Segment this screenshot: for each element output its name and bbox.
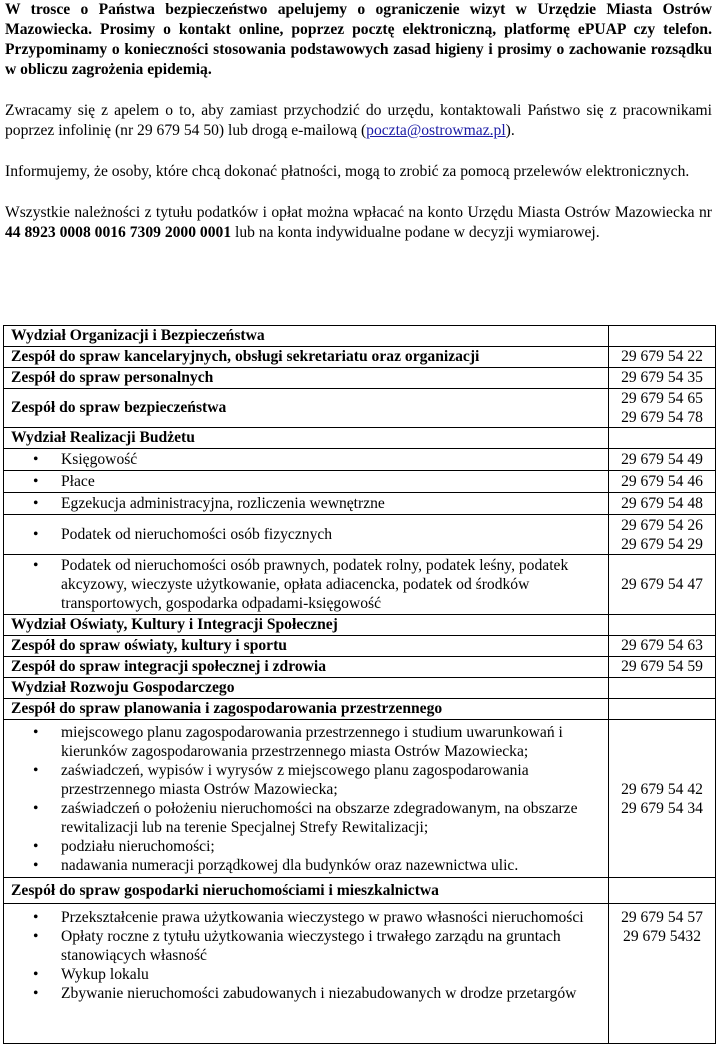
list-item: • zaświadczeń o położeniu nieruchomości na obszarze zdegradowanym, na obszarze rewitalizacji lub na terenie Specjalnej Strefy Rewitalizacji; [11, 799, 601, 837]
intro-paragraph-2 [5, 101, 712, 141]
phone-number: 29 679 54 22 [609, 347, 716, 368]
list-item: • Księgowość [11, 450, 601, 470]
account-text-end: lub na konta indywidualne podane w decyzji wymiarowej. [231, 224, 600, 241]
phone-number: 29 679 54 47 [609, 555, 716, 615]
service-cell [4, 493, 609, 515]
document-body [5, 0, 712, 243]
table-row [4, 471, 716, 493]
phone-cell [609, 428, 716, 449]
team-name: Zespół do spraw planowania i zagospodarowania przestrzennego [4, 699, 609, 720]
phone-cell [609, 615, 716, 636]
list-item: • podziału nieruchomości; [11, 837, 601, 856]
table-row [4, 493, 716, 515]
list-item: • zaświadczeń, wypisów i wyrysów z miejscowego planu zagospodarowania przestrzennego miasta Ostrów Mazowiecka; [11, 761, 601, 799]
phone-number: 29 679 54 46 [609, 471, 716, 493]
list-item: • Wykup lokalu [11, 965, 601, 984]
team-name: Zespół do spraw kancelaryjnych, obsługi sekretariatu oraz organizacji [4, 347, 609, 368]
service-cell [4, 515, 609, 555]
phone-numbers [609, 720, 716, 878]
phone-number: 29 679 54 48 [609, 493, 716, 515]
team-name: Zespół do spraw bezpieczeństwa [4, 389, 609, 428]
team-name: Zespół do spraw oświaty, kultury i sportu [4, 636, 609, 657]
list-item: • miejscowego planu zagospodarowania przestrzennego i studium uwarunkowań i kierunków zagospodarowania przestrzennego miasta Ostrów Mazowiecka; [11, 723, 601, 761]
table-row [4, 904, 716, 1044]
service-cell [4, 720, 609, 878]
table-row [4, 428, 716, 449]
phone-number: 29 679 54 57 [621, 909, 703, 926]
table-row [4, 449, 716, 471]
table-row [4, 878, 716, 904]
department-header: Wydział Organizacji i Bezpieczeństwa [4, 326, 609, 347]
intro-paragraph-4 [5, 203, 712, 243]
phone-number: 29 679 54 35 [609, 368, 716, 389]
contact-table [3, 325, 716, 1044]
infoline-text: Zwracamy się z apelem o to, aby zamiast przychodzić do urzędu, kontaktowali Państwo się z pracownikami poprzez infolinię (nr 29 679 54 50) lub drogą e-mailową ( [5, 102, 712, 139]
phone-cell [609, 699, 716, 720]
service-cell [4, 449, 609, 471]
phone-number: 29 679 54 65 [621, 390, 703, 407]
phone-number: 29 679 54 34 [621, 799, 703, 817]
list-item: • Egzekucja administracyjna, rozliczenia wewnętrzne [11, 494, 601, 514]
phone-numbers [609, 515, 716, 555]
department-header: Wydział Realizacji Budżetu [4, 428, 609, 449]
phone-numbers [609, 389, 716, 428]
phone-number: 29 679 54 59 [609, 657, 716, 678]
intro-paragraph-2-end: ). [505, 122, 515, 139]
list-item: • Zbywanie nieruchomości zabudowanych i niezabudowanych w drodze przetargów [11, 984, 601, 1003]
phone-number: 29 679 54 29 [621, 535, 703, 553]
table-row [4, 555, 716, 615]
phone-cell [609, 326, 716, 347]
phone-numbers [609, 904, 716, 1044]
phone-number: 29 679 54 78 [621, 409, 703, 426]
table-row [4, 368, 716, 389]
list-item: • Opłaty roczne z tytułu użytkowania wieczystego i trwałego zarządu na gruntach stanowiących własność [11, 927, 601, 965]
department-header: Wydział Rozwoju Gospodarczego [4, 678, 609, 699]
list-item: • Płace [11, 472, 601, 492]
phone-cell [609, 878, 716, 904]
table-row [4, 515, 716, 555]
phone-cell [609, 678, 716, 699]
table-row [4, 615, 716, 636]
table-row [4, 636, 716, 657]
department-header: Wydział Oświaty, Kultury i Integracji Społecznej [4, 615, 609, 636]
service-cell [4, 555, 609, 615]
phone-number: 29 679 54 42 [621, 780, 703, 798]
team-name: Zespół do spraw gospodarki nieruchomościami i mieszkalnictwa [4, 878, 609, 904]
table-row [4, 326, 716, 347]
phone-number: 29 679 54 49 [609, 449, 716, 471]
list-item: • Przekształcenie prawa użytkowania wieczystego w prawo własności nieruchomości [11, 908, 601, 927]
list-item: • Podatek od nieruchomości osób prawnych, podatek rolny, podatek leśny, podatek akcyzowy, wieczyste użytkowanie, opłata adiacencka, podatek od środków transportowych, gospodarka odpadami-księgowość [11, 556, 601, 613]
service-cell [4, 471, 609, 493]
table-row [4, 720, 716, 878]
table-row [4, 678, 716, 699]
table-row [4, 389, 716, 428]
list-item: • Podatek od nieruchomości osób fizycznych [11, 525, 601, 545]
phone-number: 29 679 54 63 [609, 636, 716, 657]
phone-number: 29 679 5432 [623, 928, 701, 945]
email-link[interactable]: poczta@ostrowmaz.pl [366, 122, 506, 139]
team-name: Zespół do spraw integracji społecznej i zdrowia [4, 657, 609, 678]
table-row [4, 657, 716, 678]
account-number: 44 8923 0008 0016 7309 2000 0001 [5, 224, 232, 241]
account-text: Wszystkie należności z tytułu podatków i opłat można wpłacać na konto Urzędu Miasta Ostrów Mazowiecka nr [5, 204, 712, 221]
service-cell [4, 904, 609, 1044]
list-item: • nadawania numeracji porządkowej dla budynków oraz nazewnictwa ulic. [11, 856, 601, 875]
phone-number: 29 679 54 26 [621, 516, 703, 534]
intro-paragraph-3: Informujemy, że osoby, które chcą dokonać płatności, mogą to zrobić za pomocą przelewów elektronicznych. [5, 163, 690, 180]
intro-paragraph-1: W trosce o Państwa bezpieczeństwo apelujemy o ograniczenie wizyt w Urzędzie Miasta Ostrów Mazowiecka. Prosimy o kontakt online, poprzez pocztę elektroniczną, platformę ePUAP czy telefon. Przypominamy o konieczności stosowania podstawowych zasad higieny i prosimy o zachowanie rozsądku w obliczu zagrożenia epidemią. [5, 1, 712, 78]
table-row [4, 699, 716, 720]
table-row [4, 347, 716, 368]
team-name: Zespół do spraw personalnych [4, 368, 609, 389]
